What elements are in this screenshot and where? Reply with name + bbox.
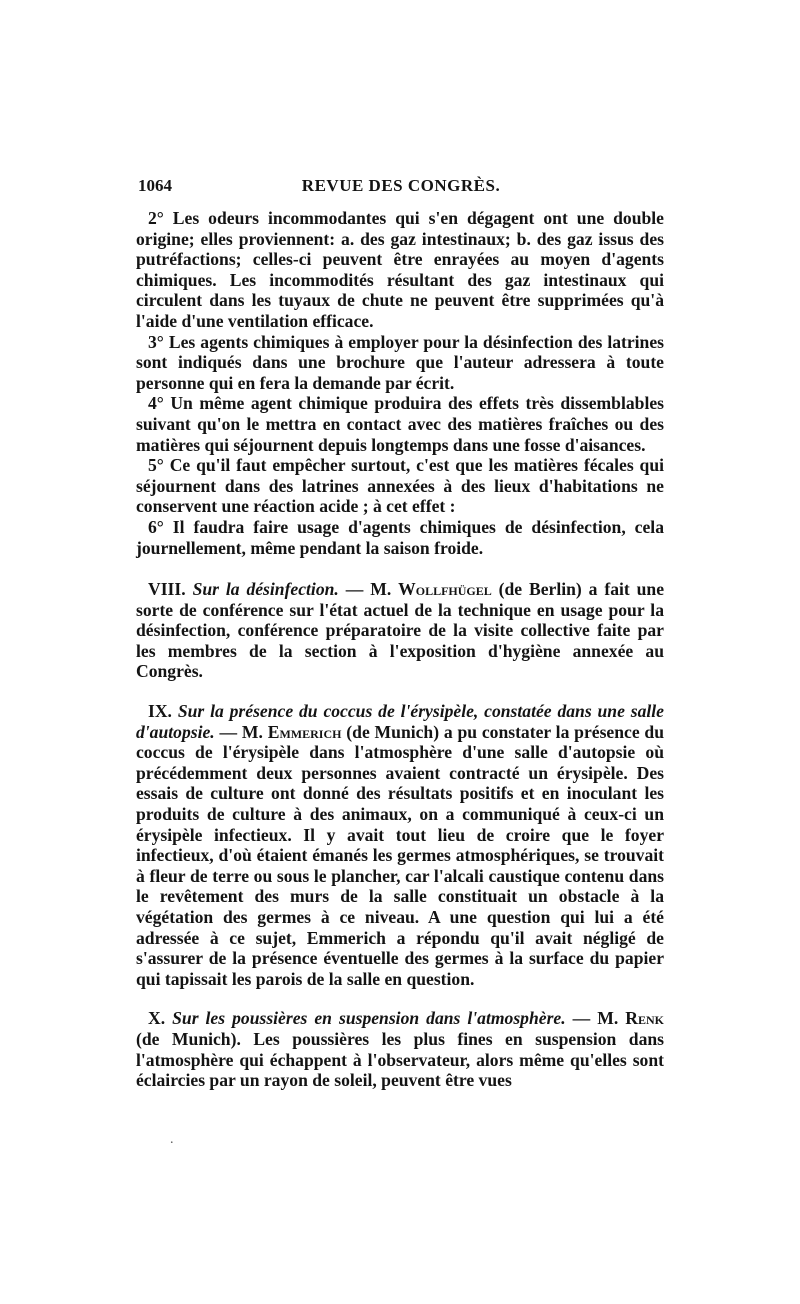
section-title: Sur les poussières en suspension dans l'atmosphère. <box>172 1008 566 1029</box>
section-dash: — <box>219 721 238 742</box>
page-number: 1064 <box>138 176 172 195</box>
list-item-3: 3° Les agents chimiques à employer pour la désinfection des latrines sont indiqués dans une brochure que l'auteur adressera à toute personne qui en fera la demande par écrit. <box>136 331 664 393</box>
running-header <box>138 176 664 200</box>
section-dash: — <box>345 579 364 600</box>
footer-mark: . <box>170 1132 174 1147</box>
author-prefix: M. <box>597 1008 619 1029</box>
running-title: REVUE DES CONGRÈS. <box>301 176 501 195</box>
author-name: Emmerich <box>267 721 342 742</box>
section-x <box>136 1008 664 1090</box>
author-name: Renk <box>625 1008 664 1029</box>
list-item-4: 4° Un même agent chimique produira des effets très dissemblables suivant qu'on le mettra en contact avec des matières fraîches ou des matières qui séjournent depuis longtemps dans une fosse d'aisances. <box>136 393 664 455</box>
author-prefix: M. <box>241 721 263 742</box>
section-text: (de Munich). Les poussières les plus fines en suspension dans l'atmosphère qui échappent à l'observateur, alors même qu'elles sont éclaircies par un rayon de soleil, peuvent être vues <box>136 1028 664 1091</box>
section-number: IX. <box>148 701 172 722</box>
body-text <box>136 208 664 1091</box>
section-title: Sur la présence du coccus de l'érysipèle, constatée dans une salle d'autopsie. <box>136 701 664 742</box>
author-name: Wollfhügel <box>398 579 492 600</box>
list-item-2: 2° Les odeurs incommodantes qui s'en dégagent ont une double origine; elles proviennent: a. des gaz intestinaux; b. des gaz issus des putréfactions; celles-ci peuvent être enrayées au moyen d'agents chimiques. Les incommodités résultant des gaz intestinaux qui circulent dans les tuyaux de chute ne peuvent être supprimées qu'à l'aide d'une ventilation efficace. <box>136 208 664 331</box>
section-viii <box>136 579 664 682</box>
section-number: X. <box>148 1008 166 1029</box>
section-number: VIII. <box>148 579 186 600</box>
author-prefix: M. <box>370 579 392 600</box>
section-text: (de Berlin) a fait une sorte de conférence sur l'état actuel de la technique en usage pour la désinfection, conférence préparatoire de la visite collective faite par les membres de la section à l'exposition d'hygiène annexée au Congrès. <box>136 579 665 682</box>
section-ix <box>136 701 664 989</box>
section-dash: — <box>572 1008 591 1029</box>
section-title: Sur la désinfection. <box>192 579 339 600</box>
section-text: (de Munich) a pu constater la présence du coccus de l'érysipèle dans l'atmosphère d'une salle d'autopsie où précédemment deux personnes avaient contracté un érysipèle. Des essais de culture ont donné des résultats positifs et en inoculant les produits de culture à des animaux, on a communiqué à ceux-ci un érysipèle infectieux. Il y avait tout lieu de croire que le foyer infectieux, d'où étaient émanés les germes atmosphériques, se trouvait à fleur de terre ou sous le plancher, car l'alcali caustique contenu dans le revêtement des murs de la salle constituait un obstacle à la végétation des germes à ce niveau. A une question qui lui a été adressée à ce sujet, Emmerich a répondu qu'il avait négligé de s'assurer de la présence éventuelle des germes à la surface du papier qui tapissait les parois de la salle en question. <box>136 721 665 989</box>
list-item-5: 5° Ce qu'il faut empêcher surtout, c'est que les matières fécales qui séjournent dans des latrines annexées à des lieux d'habitations ne conservent une réaction acide ; à cet effet : <box>136 455 664 517</box>
list-item-6: 6° Il faudra faire usage d'agents chimiques de désinfection, cela journellement, même pendant la saison froide. <box>136 516 664 558</box>
